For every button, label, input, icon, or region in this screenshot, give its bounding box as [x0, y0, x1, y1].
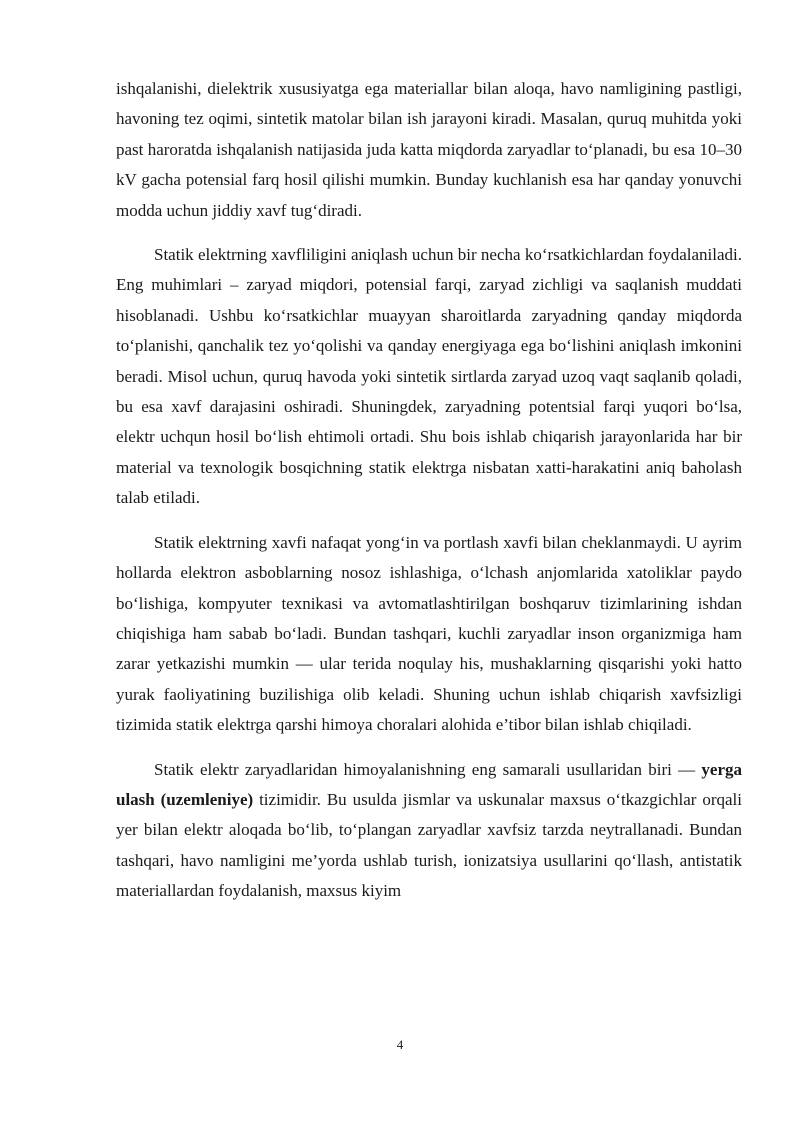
paragraph-static-hazard-indicators: Statik elektrning xavfliligini aniqlash uchun bir necha ko‘rsatkichlardan foydalaniladi. Eng muhimlari – zaryad miqdori, potensial farqi, zaryad zichligi va saqlanish muddati hisoblanadi. Ushbu ko‘rsatkichlar muayyan sharoitlarda zaryadning qanday miqdorda to‘planishi, qanchalik tez yo‘qolishi va qanday energiyaga ega bo‘lishini aniqlash imkonini beradi. Misol uchun, quruq havoda yoki sintetik sirtlarda zaryad uzoq vaqt saqlanib qoladi, bu esa xavf darajasini oshiradi. Shuningdek, zaryadning potentsial farqi yuqori bo‘lsa, elektr uchqun hosil bo‘lish ehtimoli ortadi. Shu bois ishlab chiqarish jarayonlarida har bir material va texnologik bosqichning statik elektrga nisbatan xatti-harakatini aniq baholash talab etiladi.: [116, 245, 742, 508]
bold-term-grounding: yerga ulash (uzemleniye): [116, 759, 742, 809]
paragraph-continuation: ishqalanishi, dielektrik xususiyatga ega materiallar bilan aloqa, havo namligining pastligi, havoning tez oqimi, sintetik matolar bilan ish jarayoni kiradi. Masalan, quruq muhitda yoki past haroratda ishqalanish natijasida juda katta miqdorda zaryadlar to‘planadi, bu esa 10–30 kV gacha potensial farq hosil qilishi mumkin. Bunday kuchlanish esa har qanday yonuvchi modda uchun jiddiy xavf tug‘diradi.: [116, 79, 742, 220]
paragraph-grounding-protection: [116, 755, 742, 907]
body-text: [116, 74, 742, 921]
paragraph-text-after: tizimidir. Bu usulda jismlar va uskunalar maxsus o‘tkazgichlar orqali yer bilan elektr aloqada bo‘lib, to‘plangan zaryadlar xavfsiz tarzda neytrallanadi. Bundan tashqari, havo namligini me’yorda ushlab turish, ionizatsiya usullarini qo‘llash, antistatik materiallardan foydalanish, maxsus kiyim: [116, 789, 742, 901]
page-number: 4: [396, 1037, 404, 1052]
paragraph-text-before: Statik elektr zaryadlaridan himoyalanishning eng samarali usullaridan biri —: [154, 759, 696, 779]
paragraph-static-hazard-effects: Statik elektrning xavfi nafaqat yong‘in va portlash xavfi bilan cheklanmaydi. U ayrim hollarda elektron asboblarning nosoz ishlashiga, o‘lchash anjomlarida xatoliklar paydo bo‘lishiga, kompyuter texnikasi va avtomatlashtirilgan boshqaruv tizimlarining ishdan chiqishiga ham sabab bo‘ladi. Bundan tashqari, kuchli zaryadlar inson organizmiga ham zarar yetkazishi mumkin — ular terida noqulay his, mushaklarning qisqarishi yoki hatto yurak faoliyatining buzilishiga olib keladi. Shuning uchun ishlab chiqarish xavfsizligi tizimida statik elektrga qarshi himoya choralari alohida e’tibor bilan ishlab chiqiladi.: [116, 532, 742, 735]
